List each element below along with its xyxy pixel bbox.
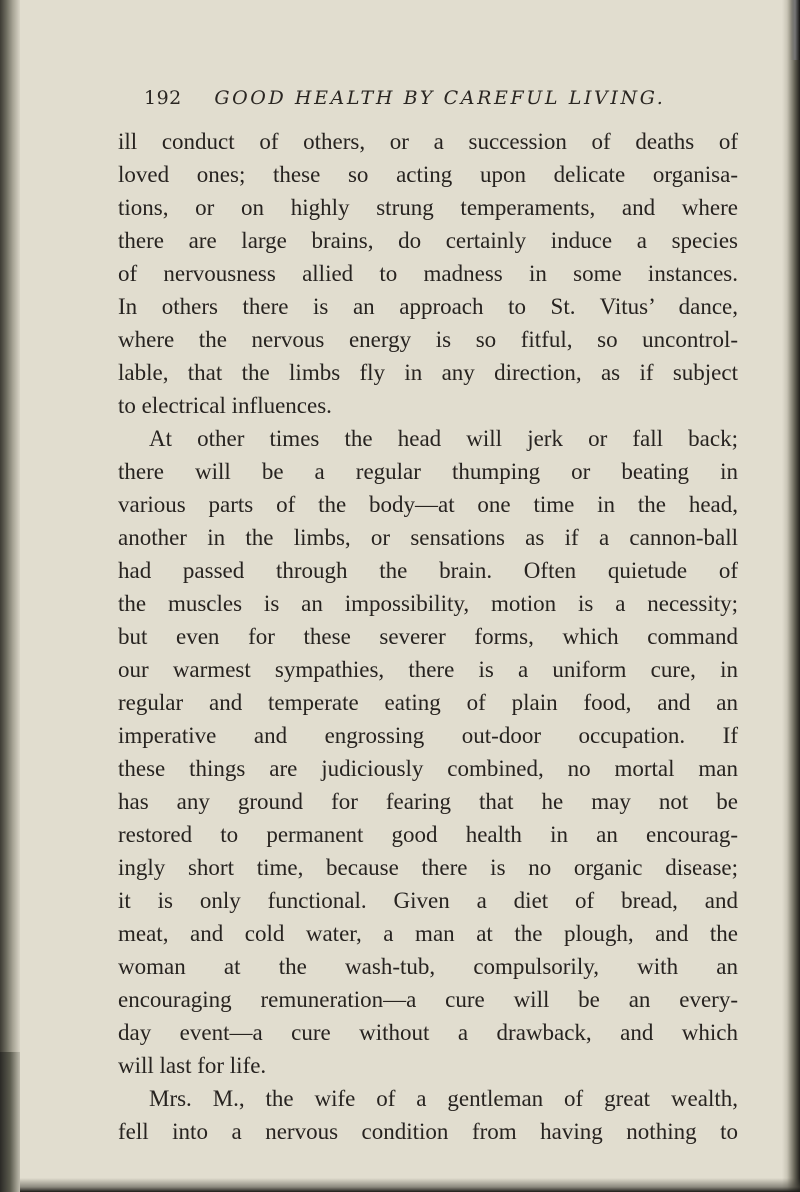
running-title: GOOD HEALTH BY CAREFUL LIVING. [214, 87, 666, 109]
text-line: lable, that the limbs fly in any direction, as if subject [118, 360, 738, 385]
text-line: In others there is an approach to St. Vitus’ dance, [118, 294, 738, 319]
text-line: imperative and engrossing out-door occupation. If [118, 723, 738, 748]
running-header [144, 87, 744, 113]
text-line: fell into a nervous condition from having nothing to [118, 1119, 738, 1144]
text-line: day event—a cure without a drawback, and which [118, 1020, 738, 1045]
text-line: ingly short time, because there is no organic disease; [118, 855, 738, 880]
text-line: had passed through the brain. Often quietude of [118, 558, 738, 583]
text-line: various parts of the body—at one time in the head, [118, 492, 738, 517]
text-line: ill conduct of others, or a succession of deaths of [118, 129, 738, 154]
page-number: 192 [144, 87, 182, 109]
text-line: meat, and cold water, a man at the plough, and the [118, 921, 738, 946]
body-text [118, 125, 738, 1148]
text-line: woman at the wash-tub, compulsorily, with an [118, 954, 738, 979]
book-spine-shadow [0, 0, 20, 1192]
page-bottom-shadow [20, 1178, 800, 1192]
text-line: these things are judiciously combined, no mortal man [118, 756, 738, 781]
text-line: regular and temperate eating of plain food, and an [118, 690, 738, 715]
text-line: encouraging remuneration—a cure will be an every- [118, 987, 738, 1012]
text-line: it is only functional. Given a diet of bread, and [118, 888, 738, 913]
text-line: our warmest sympathies, there is a uniform cure, in [118, 657, 738, 682]
text-line: but even for these severer forms, which command [118, 624, 738, 649]
text-line: of nervousness allied to madness in some instances. [118, 261, 738, 286]
text-line: there are large brains, do certainly induce a species [118, 228, 738, 253]
text-line: where the nervous energy is so fitful, so uncontrol- [118, 327, 738, 352]
text-line: there will be a regular thumping or beating in [118, 459, 738, 484]
text-line: Mrs. M., the wife of a gentleman of great wealth, [149, 1086, 738, 1111]
text-line: loved ones; these so acting upon delicate organisa- [118, 162, 738, 187]
text-line: to electrical influences. [118, 393, 332, 418]
text-line: has any ground for fearing that he may not be [118, 789, 738, 814]
text-line: tions, or on highly strung temperaments, and where [118, 195, 738, 220]
text-line: another in the limbs, or sensations as if a cannon-ball [118, 525, 738, 550]
text-line: will last for life. [118, 1053, 267, 1078]
text-line: At other times the head will jerk or fall back; [149, 426, 738, 451]
text-line: the muscles is an impossibility, motion is a necessity; [118, 591, 738, 616]
text-line: restored to permanent good health in an encourag- [118, 822, 738, 847]
page-edge-shadow [782, 0, 800, 1192]
